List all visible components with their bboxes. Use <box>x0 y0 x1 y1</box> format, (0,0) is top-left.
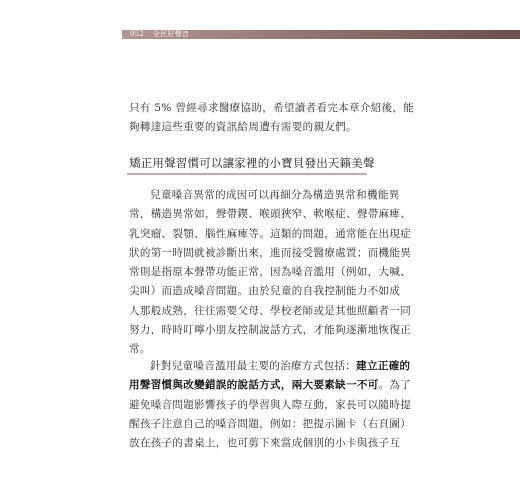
text-line: 放在孩子的書桌上，也可剪下來當成個別的小卡與孩子互 <box>129 437 401 450</box>
body-paragraph-2 <box>129 357 412 453</box>
text-line: 狀的第一時間就被診斷出來，進而接受醫療處置；而機能異 <box>129 246 412 259</box>
text-line: 人那般成熟，往往需要父母、學校老師或是其他照顧者一同 <box>129 304 412 317</box>
emphasis-text: 用聲習慣與改變錯誤的說話方式，兩大要素缺一不可 <box>129 379 379 392</box>
text-line <box>129 376 412 395</box>
text-line: 努力，時時叮嚀小朋友控制說話方式，才能夠逐漸地恢復正 <box>129 324 412 337</box>
text-line: 醒孩子注意自己的嗓音問題，例如：把提示圖卡（右頁圖） <box>129 417 412 430</box>
section-heading: 矯正用聲習慣可以讓家裡的小寶貝發出天籟美聲 <box>129 156 375 170</box>
text-line: 避免嗓音問題影響孩子的學習與人際互動，家長可以隨時提 <box>129 398 412 411</box>
emphasis-text: 建立正確的 <box>356 360 411 372</box>
running-header <box>130 29 195 40</box>
text-run: 。為了 <box>378 379 412 392</box>
text-line: 常，構造異常如，聲帶鍥、喉頭狹窄、軟喉症、聲帶麻痺、 <box>129 208 412 221</box>
text-line: 只有 5% 曾經尋求醫療協助，希望讀者看完本章介紹後，能 <box>129 102 415 114</box>
book-title: 全民好聲音 <box>152 30 190 38</box>
text-line: 常。 <box>129 343 151 356</box>
intro-paragraph <box>129 99 415 138</box>
text-line: 常則是指原本聲帶功能正常，因為嗓音濫用（例如，大喊、 <box>129 266 412 279</box>
text-line <box>129 357 411 376</box>
text-line: 夠轉達這些重要的資訊給周遭有需要的親友們。 <box>129 121 357 134</box>
text-line: 尖叫）而造成嗓音問題。由於兒童的自我控制能力不如成 <box>129 285 401 298</box>
text-line: 兒童嗓音異常的成因可以再細分為構造異常和機能異 <box>150 189 400 201</box>
text-line: 乳突瘤、裂顎、腦性麻痺等。這類的問題，通常能在出現症 <box>129 227 412 240</box>
text-run: 針對兒童嗓音濫用最主要的治療方式包括： <box>150 360 357 372</box>
heading-underline <box>127 173 367 175</box>
page-number: 052 <box>130 30 145 38</box>
body-paragraph-1 <box>129 186 412 360</box>
